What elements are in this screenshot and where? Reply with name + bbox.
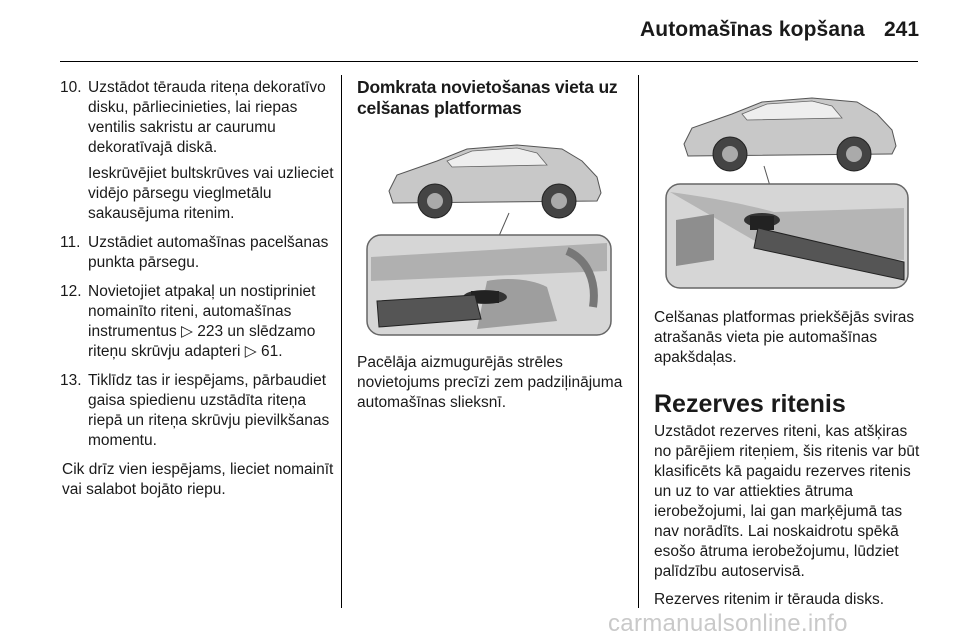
step-text: Tiklīdz tas ir iespējams, pārbaudiet gaisa spiedienu uzstādīta riteņa riepā un riteņa skrūvju pievilkšanas momentu. [88,372,330,449]
spare-wheel-note: Rezerves ritenim ir tērauda disks. [654,591,884,608]
rear-lift-caption: Pacēlāja aizmugurējās strēles novietojums precīzi zem padziļinājuma automašīnas slieksnī. [357,354,623,411]
section-heading: Rezerves ritenis [654,390,846,418]
step-13 [60,371,335,451]
step-text: Uzstādot tērauda riteņa dekoratīvo disku, pārliecinieties, lai riepas ventilis sakristu ar caurumu dekoratīvajā diskā. [88,79,326,156]
section-title: Domkrata novietošanas vieta uz celšanas platformas [357,77,618,118]
page-number: 241 [884,18,920,41]
step-number: 12. [60,283,82,300]
note-text: Cik drīz vien iespējams, lieciet nomainīt vai salabot bojāto riepu. [62,461,334,498]
front-lift-arm-illustration [654,80,918,292]
header-divider [60,61,918,62]
step-11 [60,233,335,273]
step-12 [60,282,335,362]
car-icon [684,98,896,186]
column-1 [60,78,335,500]
step-subtext: Ieskrūvējiet bultskrūves vai uzlieciet vidējo pārsegu vieglmetālu sakausējuma ritenim. [88,165,334,222]
car-icon [389,145,601,236]
step-text: Uzstādiet automašīnas pacelšanas punkta pārsegu. [88,234,329,271]
rear-lift-arm-illustration [357,131,621,339]
spare-wheel-paragraph: Uzstādot rezerves riteni, kas atšķiras no pārējiem riteņiem, šis ritenis var būt klasificēts kā pagaidu rezerves ritenis un uz to var attiekties ātruma ierobežojumi, lai gan marķējumā tas nav norādīts. Lai noskaidrotu spēkā esošo ātruma ierobežojumu, lūdziet palīdzību autoservisā. [654,423,920,580]
column-divider-2 [638,75,639,608]
step-number: 11. [60,234,81,251]
watermark-text: carmanualsonline.info [608,610,848,637]
column-divider-1 [341,75,342,608]
column-3 [654,78,922,618]
step-text: Novietojiet atpakaļ un nostipriniet nomainīto riteni, automašīnas instrumentus ▷ 223 un slēdzamo riteņu skrūvju adapteri ▷ 61. [88,283,316,360]
step-number: 13. [60,372,82,389]
step-number: 10. [60,79,82,96]
page-header-title: Automašīnas kopšana [640,18,865,41]
column-2 [357,78,627,413]
front-lift-caption: Celšanas platformas priekšējās sviras atrašanās vieta pie automašīnas apakšdaļas. [654,309,915,366]
step-10 [60,78,335,224]
